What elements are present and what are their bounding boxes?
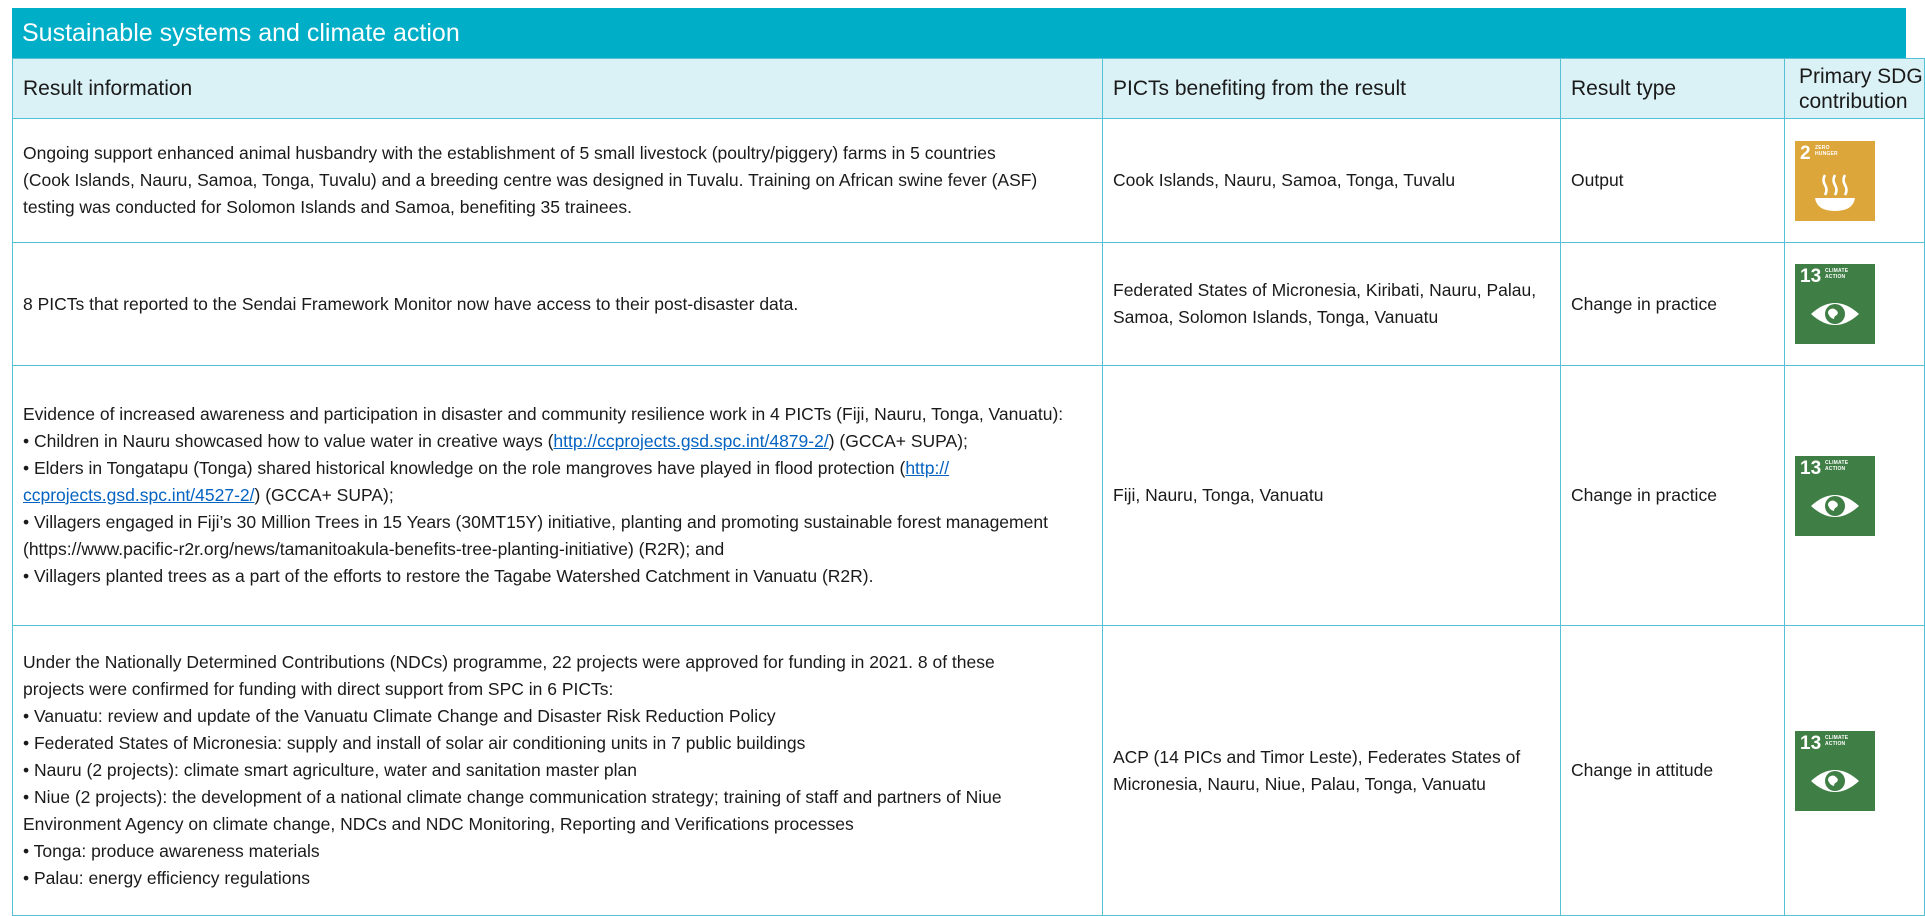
result-bullet <box>23 455 1092 482</box>
result-bullet-continued <box>23 482 1092 509</box>
bowl-icon <box>1813 171 1857 213</box>
section-title: Sustainable systems and climate action <box>12 8 1906 58</box>
picts-cell: Federated States of Micronesia, Kiribati, Nauru, Palau, Samoa, Solomon Islands, Tonga, Vanuatu <box>1103 243 1561 366</box>
result-text-line: Environment Agency on climate change, NDCs and NDC Monitoring, Reporting and Verifications processes <box>23 814 854 834</box>
result-text-line: • Tonga: produce awareness materials <box>23 841 320 861</box>
sdg-label <box>1825 735 1848 747</box>
sdg-13-badge <box>1795 456 1875 536</box>
sdg-label <box>1825 268 1848 280</box>
result-text: ) (GCCA+ SUPA); <box>254 485 394 505</box>
sdg-cell <box>1785 243 1925 366</box>
picts-cell: Fiji, Nauru, Tonga, Vanuatu <box>1103 366 1561 626</box>
result-bullet: • Villagers planted trees as a part of the efforts to restore the Tagabe Watershed Catchment in Vanuatu (R2R). <box>23 566 874 586</box>
result-type-cell: Output <box>1561 119 1785 243</box>
sdg-label <box>1815 145 1838 157</box>
header-primary-sdg-line2: contribution <box>1799 89 1908 113</box>
sdg-label-line: ACTION <box>1825 740 1846 747</box>
table-row <box>13 243 1925 366</box>
sdg-number: 13 <box>1800 732 1822 754</box>
table-header-row <box>13 59 1925 119</box>
result-text-line: • Federated States of Micronesia: supply and install of solar air conditioning units in 7 public buildings <box>23 733 806 753</box>
sdg-label-line: CLIMATE <box>1825 459 1849 466</box>
sdg-cell <box>1785 119 1925 243</box>
ccprojects-4527-link[interactable]: http:// <box>905 458 950 478</box>
result-text-line: (Cook Islands, Nauru, Samoa, Tonga, Tuvalu) and a breeding centre was designed in Tuvalu. Training on African swine fever (ASF) <box>23 170 1038 190</box>
result-text-line: Under the Nationally Determined Contributions (NDCs) programme, 22 projects were approved for funding in 2021. 8 of these <box>23 652 995 672</box>
result-text-line: Ongoing support enhanced animal husbandry with the establishment of 5 small livestock (poultry/piggery) farms in 5 countries <box>23 143 996 163</box>
header-primary-sdg-line1: Primary SDG <box>1799 64 1923 88</box>
sdg-13-badge <box>1795 731 1875 811</box>
sdg-cell <box>1785 366 1925 626</box>
result-information-cell <box>13 626 1103 916</box>
results-table <box>12 58 1925 916</box>
result-text: • Children in Nauru showcased how to value water in creative ways ( <box>23 431 554 451</box>
sdg-label-line: ACTION <box>1825 274 1846 280</box>
sdg-2-badge <box>1795 141 1875 221</box>
table-row <box>13 366 1925 626</box>
header-picts-benefiting: PICTs benefiting from the result <box>1103 59 1561 119</box>
sdg-label-line: CLIMATE <box>1825 268 1849 274</box>
sdg-label <box>1825 460 1848 472</box>
result-information-cell <box>13 119 1103 243</box>
eye-earth-icon <box>1809 298 1861 330</box>
sdg-number: 13 <box>1800 457 1822 479</box>
sdg-label-line: HUNGER <box>1815 150 1838 157</box>
sdg-number: 13 <box>1800 266 1822 287</box>
result-text-line: 8 PICTs that reported to the Sendai Framework Monitor now have access to their post-disaster data. <box>23 293 799 314</box>
result-bullet: • Villagers engaged in Fiji’s 30 Million Trees in 15 Years (30MT15Y) initiative, planting and promoting sustainable forest management <box>23 512 1048 532</box>
result-text-line: • Nauru (2 projects): climate smart agriculture, water and sanitation master plan <box>23 760 638 780</box>
result-text-line: • Niue (2 projects): the development of a national climate change communication strategy; training of staff and partners of Niue <box>23 787 1002 807</box>
sdg-cell <box>1785 626 1925 916</box>
ccprojects-4879-link[interactable]: http://ccprojects.gsd.spc.int/4879-2/ <box>553 431 829 451</box>
sdg-label-line: CLIMATE <box>1825 734 1849 741</box>
result-bullet <box>23 428 1092 455</box>
result-type-cell: Change in practice <box>1561 243 1785 366</box>
sdg-13-badge <box>1795 264 1875 344</box>
table-row <box>13 119 1925 243</box>
sdg-label-line: ACTION <box>1825 465 1846 472</box>
eye-earth-icon <box>1809 490 1861 522</box>
result-text-line: Evidence of increased awareness and participation in disaster and community resilience work in 4 PICTs (Fiji, Nauru, Tonga, Vanuatu): <box>23 404 1064 424</box>
result-bullet-continued: (https://www.pacific-r2r.org/news/tamanitoakula-benefits-tree-planting-initiative) (R2R); and <box>23 539 725 559</box>
picts-cell: Cook Islands, Nauru, Samoa, Tonga, Tuvalu <box>1103 119 1561 243</box>
eye-earth-icon <box>1809 765 1861 797</box>
result-information-cell <box>13 366 1103 626</box>
result-text-line: projects were confirmed for funding with direct support from SPC in 6 PICTs: <box>23 679 614 699</box>
result-text-line: • Vanuatu: review and update of the Vanuatu Climate Change and Disaster Risk Reduction Policy <box>23 706 776 726</box>
result-text-line: • Palau: energy efficiency regulations <box>23 868 310 888</box>
header-result-information: Result information <box>13 59 1103 119</box>
sdg-label-line: ZERO <box>1815 144 1830 151</box>
result-type-cell: Change in practice <box>1561 366 1785 626</box>
result-text: • Elders in Tongatapu (Tonga) shared historical knowledge on the role mangroves have played in flood protection ( <box>23 458 906 478</box>
header-primary-sdg <box>1785 59 1925 119</box>
result-information-cell <box>13 243 1103 366</box>
result-text: ) (GCCA+ SUPA); <box>828 431 968 451</box>
table-row <box>13 626 1925 916</box>
picts-cell: ACP (14 PICs and Timor Leste), Federates States of Micronesia, Nauru, Niue, Palau, Tonga, Vanuatu <box>1103 626 1561 916</box>
header-result-type: Result type <box>1561 59 1785 119</box>
result-text-line: testing was conducted for Solomon Islands and Samoa, benefiting 35 trainees. <box>23 197 632 217</box>
result-type-cell: Change in attitude <box>1561 626 1785 916</box>
sdg-number: 2 <box>1800 142 1811 164</box>
ccprojects-4527-link[interactable]: ccprojects.gsd.spc.int/4527-2/ <box>23 485 255 505</box>
